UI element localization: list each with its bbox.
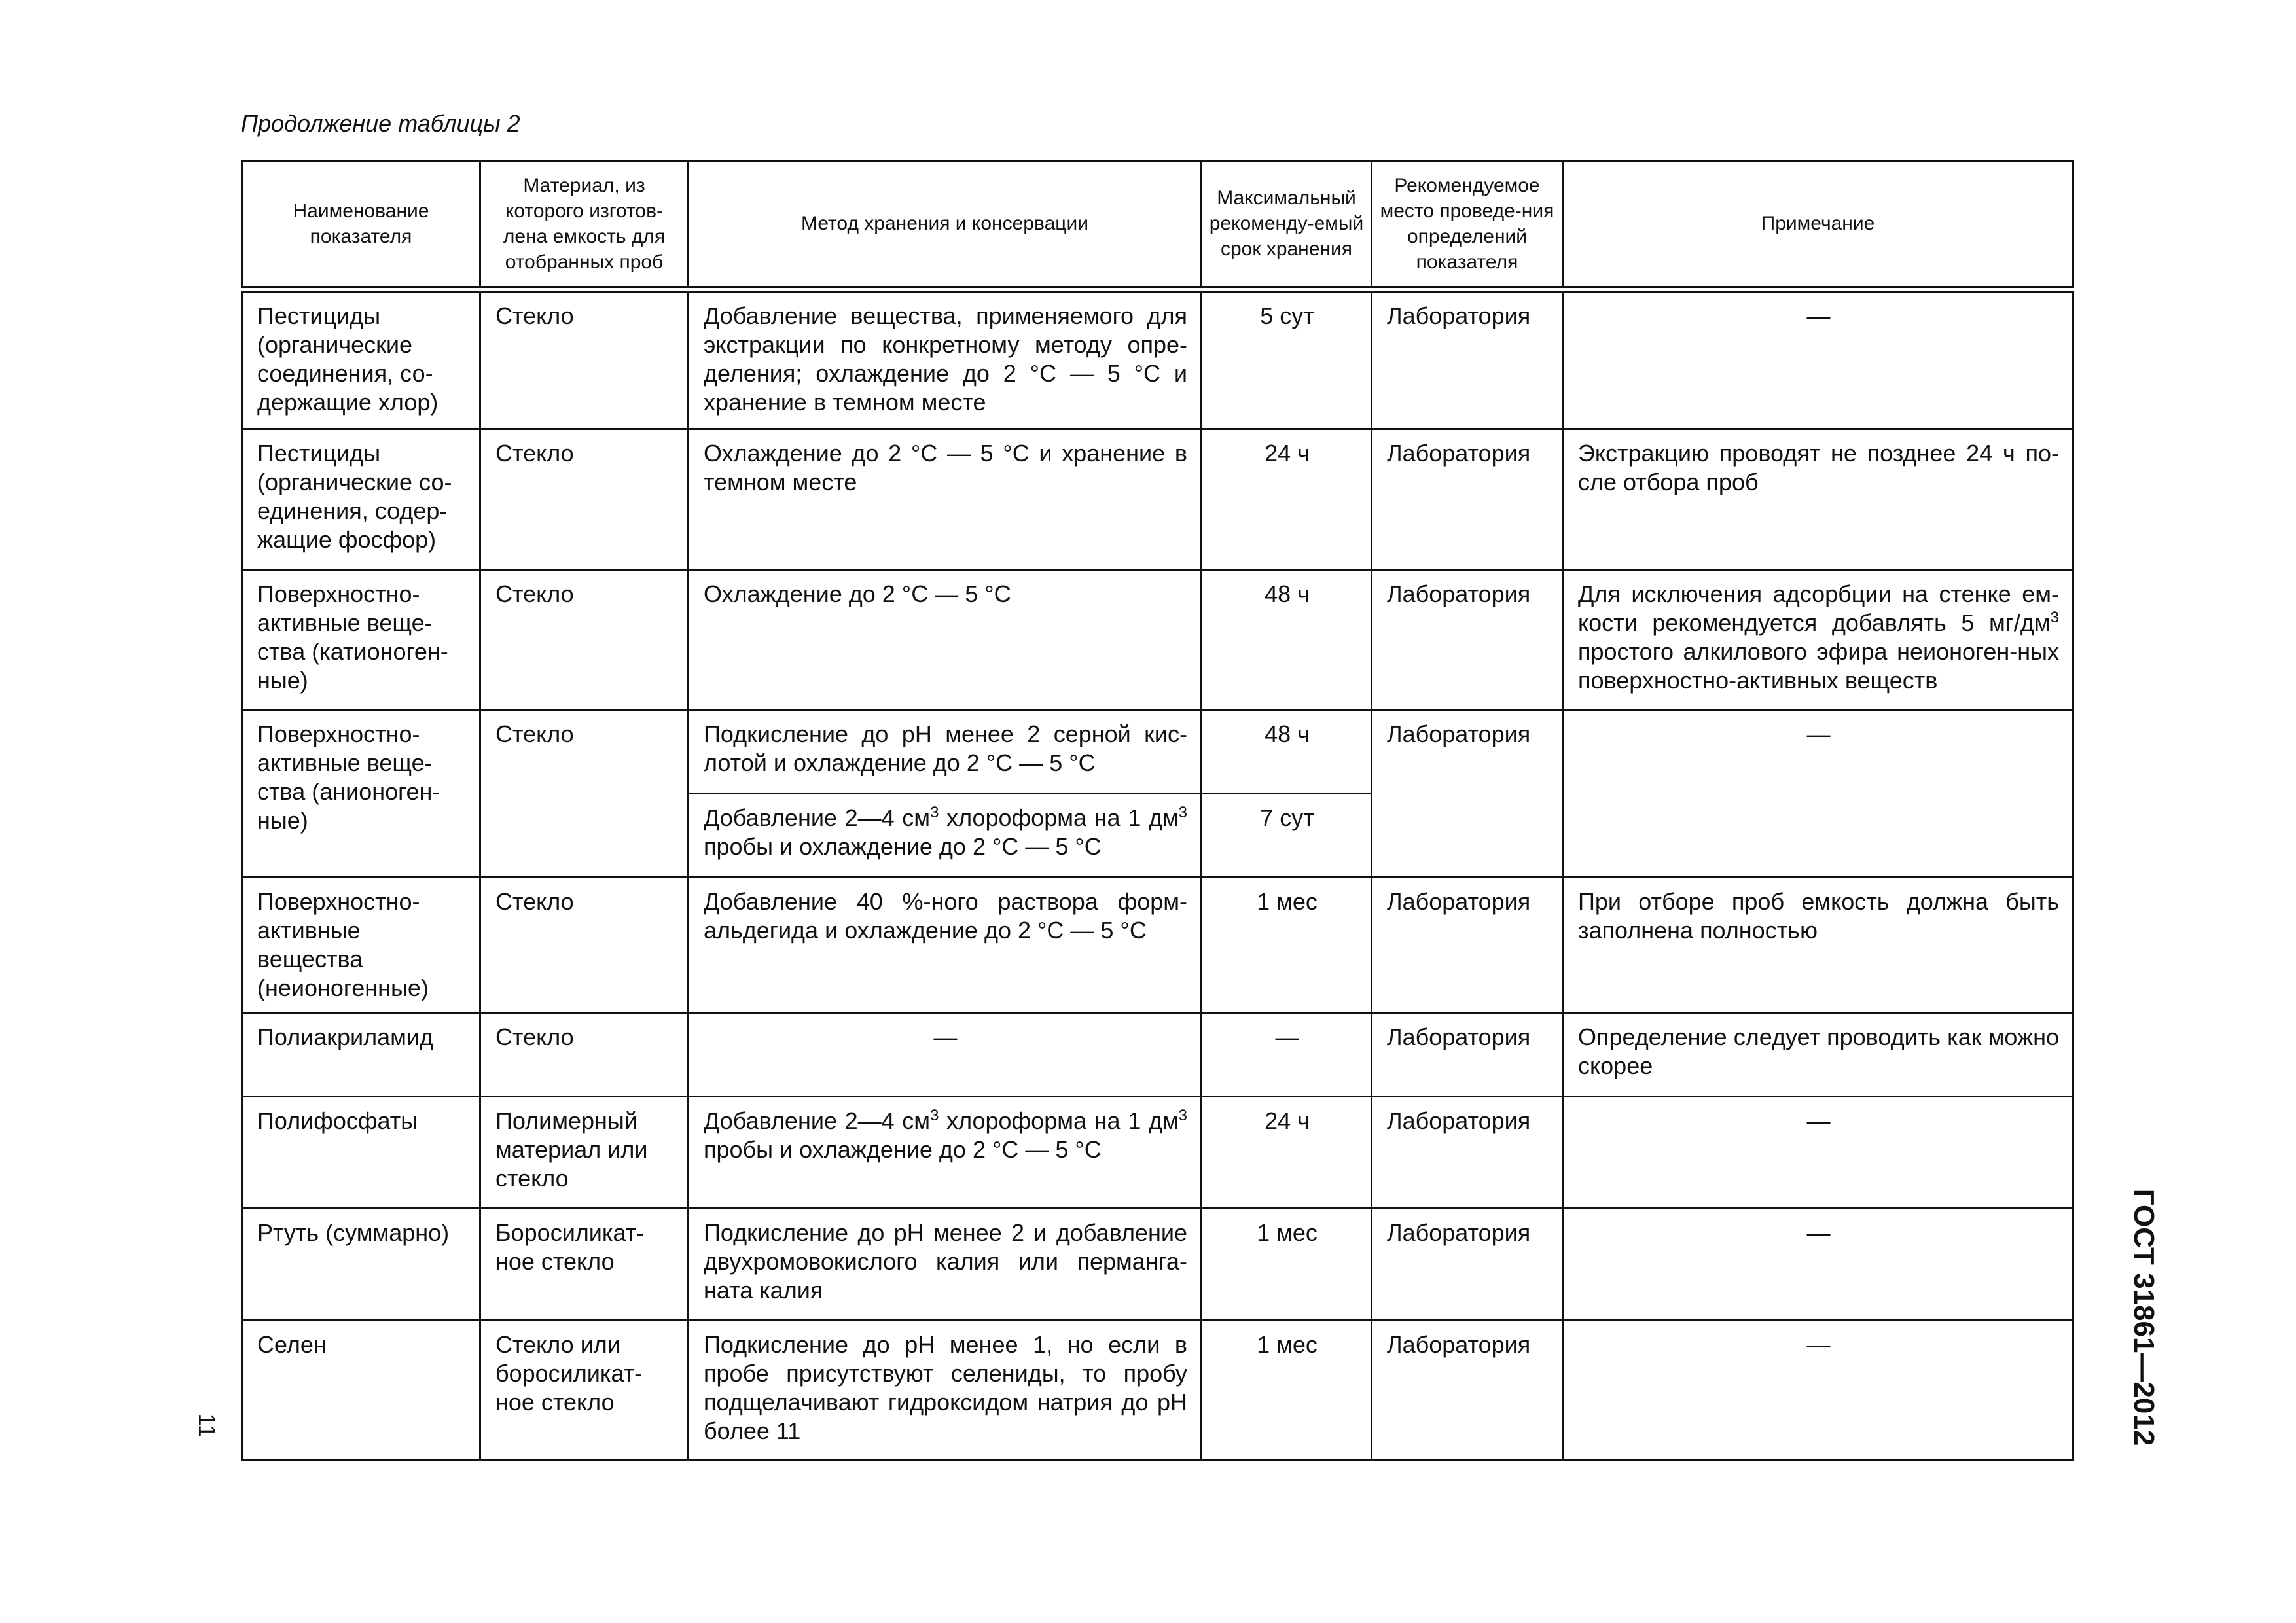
table-row <box>242 289 2073 429</box>
header-term: Максимальный рекоменду-емый срок хранения <box>1202 161 1372 289</box>
page-number <box>194 1406 220 1445</box>
cell-material: Стекло <box>480 1013 689 1097</box>
header-place: Рекомендуемое место проведе-ния определений показателя <box>1372 161 1563 289</box>
method-text: Добавление 2—4 см <box>704 1107 931 1134</box>
cell-name: Поверхностно-активные веще-ства (анионоген-ные) <box>242 710 480 878</box>
table-row <box>242 710 2073 794</box>
cell-method: — <box>689 1013 1202 1097</box>
method-text: хлороформа на 1 дм <box>939 804 1179 831</box>
cell-place: Лаборатория <box>1372 289 1563 429</box>
cell-note: Экстракцию проводят не позднее 24 ч по-сле отбора проб <box>1563 429 2073 570</box>
method-text: пробы и охлаждение до 2 °С — 5 °С <box>704 1136 1102 1163</box>
method-text: хлороформа на 1 дм <box>939 1107 1179 1134</box>
cell-note: — <box>1563 1097 2073 1209</box>
table-row <box>242 429 2073 570</box>
cell-material: Стекло <box>480 289 689 429</box>
cell-place: Лаборатория <box>1372 570 1563 710</box>
cell-note: — <box>1563 289 2073 429</box>
header-name: Наименование показателя <box>242 161 480 289</box>
cell-name: Поверхностно-активные веще-ства (катионоген-ные) <box>242 570 480 710</box>
cell-term: 7 сут <box>1202 794 1372 878</box>
cell-name: Селен <box>242 1321 480 1461</box>
cell-method: Добавление вещества, применяемого для экстракции по конкретному методу опре-деления; охлаждение до 2 °С — 5 °С и хранение в темном месте <box>689 289 1202 429</box>
cell-material: Стекло <box>480 570 689 710</box>
cell-term: 1 мес <box>1202 878 1372 1013</box>
table-row <box>242 1321 2073 1461</box>
superscript: 3 <box>930 1107 939 1124</box>
standard-designation-text: ГОСТ 31861—2012 <box>2128 1188 2160 1446</box>
cell-place: Лаборатория <box>1372 710 1563 878</box>
note-text: простого алкилового эфира неионоген-ных поверхностно-активных веществ <box>1578 638 2059 694</box>
cell-term: 5 сут <box>1202 289 1372 429</box>
cell-method: Охлаждение до 2 °С — 5 °С и хранение в темном месте <box>689 429 1202 570</box>
header-note: Примечание <box>1563 161 2073 289</box>
table-caption: Продолжение таблицы 2 <box>241 110 520 137</box>
superscript: 3 <box>1178 804 1187 821</box>
table-header-row <box>242 161 2073 289</box>
standard-designation <box>2121 1190 2166 1445</box>
cell-note: Определение следует проводить как можно скорее <box>1563 1013 2073 1097</box>
cell-term: 48 ч <box>1202 570 1372 710</box>
cell-note: — <box>1563 1321 2073 1461</box>
cell-method: Добавление 40 %-ного раствора форм-альдегида и охлаждение до 2 °С — 5 °С <box>689 878 1202 1013</box>
cell-term: 1 мес <box>1202 1321 1372 1461</box>
cell-method <box>689 1097 1202 1209</box>
note-text: Для исключения адсорбции на стенке ем-кости рекомендуется добавлять 5 мг/дм <box>1578 580 2059 636</box>
cell-name: Полиакриламид <box>242 1013 480 1097</box>
cell-place: Лаборатория <box>1372 1321 1563 1461</box>
cell-material: Боросиликат-ное стекло <box>480 1209 689 1321</box>
superscript: 3 <box>2050 609 2059 626</box>
cell-method: Подкисление до рН менее 1, но если в пробе присутствуют селениды, то пробу подщелачивают гидроксидом натрия до рН более 11 <box>689 1321 1202 1461</box>
superscript: 3 <box>1178 1107 1187 1124</box>
cell-material: Стекло <box>480 710 689 878</box>
table-row <box>242 570 2073 710</box>
table-row <box>242 878 2073 1013</box>
method-text: Добавление 2—4 см <box>704 804 931 831</box>
table-row <box>242 1209 2073 1321</box>
header-method: Метод хранения и консервации <box>689 161 1202 289</box>
cell-place: Лаборатория <box>1372 1097 1563 1209</box>
cell-place: Лаборатория <box>1372 1209 1563 1321</box>
cell-method: Подкисление до рН менее 2 серной кис-лотой и охлаждение до 2 °С — 5 °С <box>689 710 1202 794</box>
table-row <box>242 1097 2073 1209</box>
method-text: пробы и охлаждение до 2 °С — 5 °С <box>704 833 1102 860</box>
cell-place: Лаборатория <box>1372 429 1563 570</box>
cell-note: — <box>1563 1209 2073 1321</box>
page-number-text: 11 <box>194 1413 221 1438</box>
cell-name: Пестициды (органические соединения, со-держащие хлор) <box>242 289 480 429</box>
cell-name: Ртуть (суммарно) <box>242 1209 480 1321</box>
cell-name: Пестициды (органические со-единения, содер-жащие фосфор) <box>242 429 480 570</box>
cell-method <box>689 794 1202 878</box>
cell-material: Полимерный материал или стекло <box>480 1097 689 1209</box>
cell-term: 48 ч <box>1202 710 1372 794</box>
header-material: Материал, из которого изготов-лена емкость для отобранных проб <box>480 161 689 289</box>
storage-methods-table <box>241 160 2074 1461</box>
cell-term: 24 ч <box>1202 429 1372 570</box>
cell-material: Стекло <box>480 878 689 1013</box>
table-row <box>242 1013 2073 1097</box>
cell-term: 24 ч <box>1202 1097 1372 1209</box>
cell-name: Полифосфаты <box>242 1097 480 1209</box>
cell-note <box>1563 570 2073 710</box>
cell-method: Охлаждение до 2 °С — 5 °С <box>689 570 1202 710</box>
cell-material: Стекло <box>480 429 689 570</box>
cell-place: Лаборатория <box>1372 1013 1563 1097</box>
cell-place: Лаборатория <box>1372 878 1563 1013</box>
cell-method: Подкисление до рН менее 2 и добавление двухромовокислого калия или перманга-ната калия <box>689 1209 1202 1321</box>
cell-note: При отборе проб емкость должна быть заполнена полностью <box>1563 878 2073 1013</box>
superscript: 3 <box>930 804 939 821</box>
cell-term: — <box>1202 1013 1372 1097</box>
cell-material: Стекло или боросиликат-ное стекло <box>480 1321 689 1461</box>
cell-name: Поверхностно-активные вещества (неионогенные) <box>242 878 480 1013</box>
cell-term: 1 мес <box>1202 1209 1372 1321</box>
cell-note: — <box>1563 710 2073 878</box>
